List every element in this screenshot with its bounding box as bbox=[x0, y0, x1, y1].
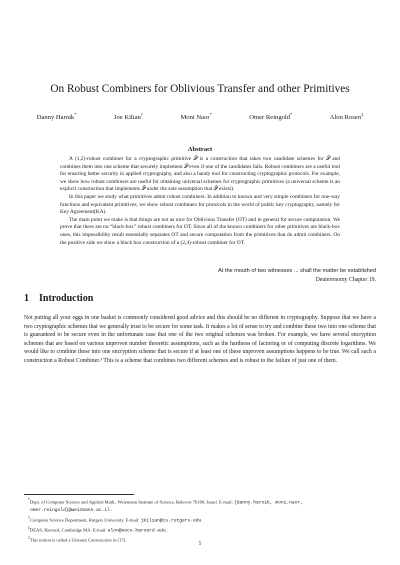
author-rosen: Alon Rosen‡ bbox=[329, 112, 364, 122]
abstract-body bbox=[60, 156, 340, 247]
footnote-affiliation-weizmann: *Dept. of Computer Science and Applied Math., Weizmann Institute of Science, Rehovot 76100, Israel. E-mail: {danny.harnik, moni.naor, omer.reingold}@weizmann.ac.il. bbox=[28, 498, 303, 514]
footnote-affiliation-harvard: ‡DEAS, Harvard, Cambridge MA. E-mail: alon@eecs.harvard.edu. bbox=[28, 525, 169, 534]
abstract-paragraph: The main point we make is that things are not as nice for Oblivious Transfer (OT) and in general for secure computation. We prove that there are no “black-box” robust combiners for OT. Since all of the known combiners for other primitives are black-box ones, this impossibility result essentially separates OT and secure computation from the primitives that do admit combiners. On the positive side we show a black box construction of a (2,4)-robust combiner for OT. bbox=[60, 216, 340, 246]
author-list bbox=[18, 110, 382, 122]
author-harnik: Danny Harnik* bbox=[36, 112, 77, 122]
paper-title: On Robust Combiners for Oblivious Transfer and other Primitives bbox=[50, 83, 350, 95]
section-title: Introduction bbox=[39, 293, 94, 304]
abstract-paragraph: A (1,2)-robust combiner for a cryptographic primitive 𝒫 is a construction that takes two candidate schemes for 𝒫 and combines them into one scheme that securely implement 𝒫 even if one of the candidates fails. Robust combiners are a useful tool for ensuring better security in applied cryptography, and also a handy tool for constructing cryptographic protocols. For example, we show how robust combiners are useful for obtaining universal schemes for cryptographic primitives (a universal scheme is an explicit construction that implements 𝒫 under the sole assumption that 𝒫 exists). bbox=[60, 156, 340, 193]
abstract-paragraph: In this paper we study what primitives admit robust combiners. In addition to known and very simple combiners for one-way functions and equivalent primitives, we show robust combiners for protocols in the world of public key cryptography, namely for Key Agreement(KA). bbox=[60, 193, 340, 216]
email-link[interactable]: jkilian@cs.rutgers.edu bbox=[140, 518, 202, 524]
section-number: 1 bbox=[24, 293, 29, 304]
epigraph-quote: At the mouth of two witnesses ... shall the matter be established bbox=[218, 268, 376, 274]
body-paragraph: Not putting all your eggs in one basket is commonly considered good advice and this should be no different in cryptography. Suppose that we have a two cryptographic schemes that we generally trust to be secure for some task. It makes a lot of sense to try and combine these two into one scheme that is guaranteed to be secure even in the unfortunate case that one of the two original schemes was broken. For example, we have several encryption schemes that are based on various unproven number theoretic assumptions, such as the hardness of factoring or of computing discrete logarithms. We would like to combine these into one encryption scheme that is secure if at least one of these unproven assumptions happens to be true. We call such a construction a Robust Combiner.¹ This is a scheme that combines two different schemes and is robust to the failure of just one of them. bbox=[24, 315, 376, 364]
author-naor: Moni Naor* bbox=[180, 112, 212, 122]
footnote-tolerant-construction: $^1$This notion is called a Tolerant Construction in [17]. bbox=[28, 535, 127, 543]
footnote-affiliation-rutgers: †Computer Science Department, Rutgers University. E-mail: jkilian@cs.rutgers.edu bbox=[28, 515, 202, 524]
section-heading bbox=[24, 293, 93, 305]
introduction-body bbox=[24, 314, 376, 366]
epigraph-source: Deuteronomy Chapter 19. bbox=[315, 277, 376, 283]
abstract-heading: Abstract bbox=[187, 146, 213, 153]
email-link[interactable]: alon@eecs.harvard.edu. bbox=[107, 528, 169, 534]
footnotes bbox=[24, 497, 376, 544]
author-kilian: Joe Kilian† bbox=[113, 112, 144, 122]
page-number: 1 bbox=[198, 541, 202, 547]
footnote-rule bbox=[24, 494, 134, 495]
author-reingold: Omer Reingold* bbox=[249, 112, 293, 122]
email-link[interactable]: {danny.harnik, moni.naor, omer.reingold}@weizmann.ac.il. bbox=[30, 500, 303, 514]
